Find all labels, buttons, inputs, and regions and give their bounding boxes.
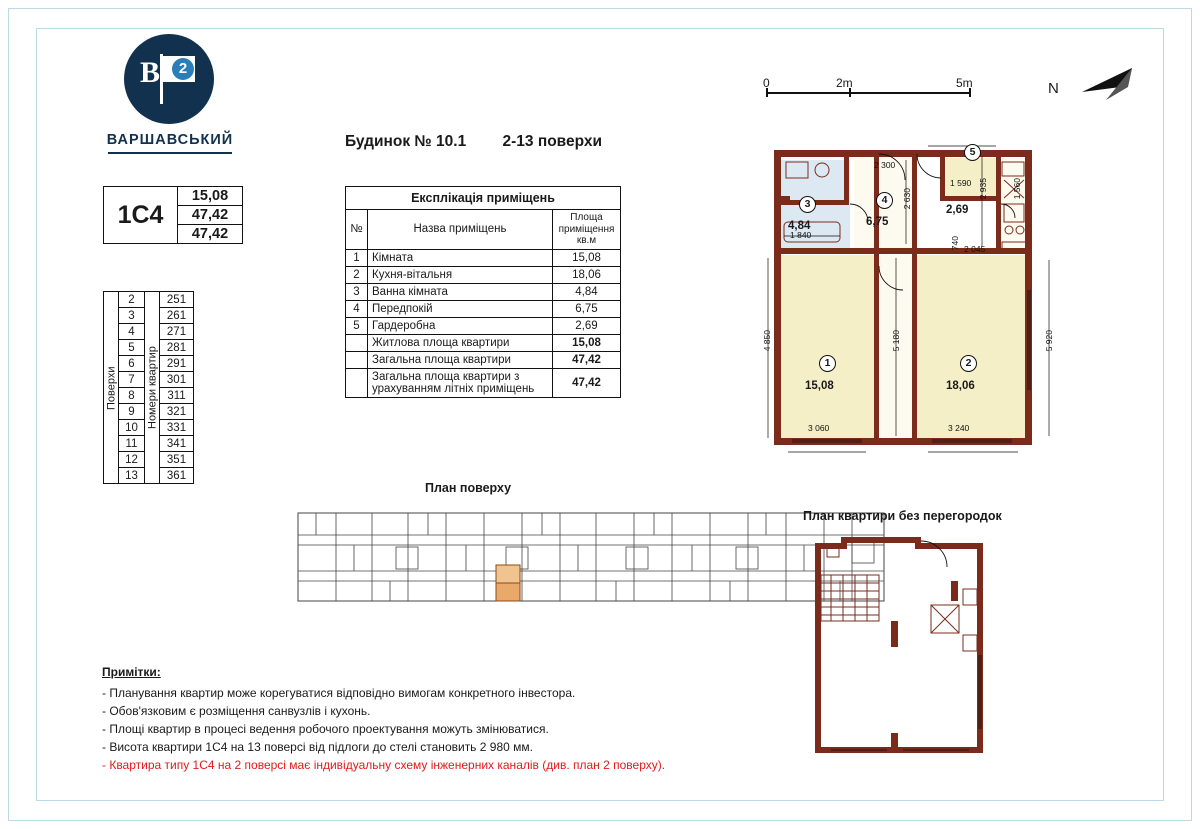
summary-name: Загальна площа квартири з урахуванням літніх приміщень (368, 368, 553, 397)
scale-line (766, 92, 971, 94)
apartment-cell: 331 (160, 420, 194, 436)
logo-letter: В (140, 56, 161, 89)
total-area-value: 47,42 (178, 205, 242, 224)
floors-header: Поверхи (104, 292, 119, 484)
apartment-cell: 321 (160, 404, 194, 420)
floor-cell: 7 (119, 372, 145, 388)
note-item: - Планування квартир може корегуватися відповідно вимогам конкретного інвестора. (102, 686, 576, 700)
summary-name: Житлова площа квартири (368, 334, 553, 351)
room-area: 6,75 (553, 300, 621, 317)
exposition-caption: Експлікація приміщень (346, 187, 621, 210)
floor-plan-drawing (296, 505, 886, 610)
summary-area: 47,42 (553, 351, 621, 368)
house-label: Будинок № 10.1 (345, 133, 467, 150)
summary-area: 15,08 (553, 334, 621, 351)
floor-plan (296, 505, 886, 610)
room-number: 4 (346, 300, 368, 317)
apartment-plan (762, 140, 1066, 470)
apartment-no-partitions-caption: План квартири без перегородок (803, 509, 1002, 523)
room-number: 5 (346, 317, 368, 334)
plan-room-number-5: 5 (964, 144, 981, 161)
table-row-summary (346, 334, 621, 351)
notes-title: Примітки: (102, 665, 161, 679)
exposition-col-area: Площа приміщення кв.м (553, 210, 621, 250)
floor-cell: 6 (119, 356, 145, 372)
dim-wardrobe-height: 1 560 (1012, 178, 1022, 200)
table-row (346, 249, 621, 266)
floor-cell: 2 (119, 292, 145, 308)
apartment-cell: 271 (160, 324, 194, 340)
scale-bar (763, 76, 986, 104)
apartment-cell: 261 (160, 308, 194, 324)
note-warning: - Квартира типу 1С4 на 2 поверсі має індивідуальну схему інженерних каналів (див. план 2 поверху). (102, 758, 666, 772)
plan-room-number-2: 2 (960, 355, 977, 372)
dim-room1-height: 4 850 (762, 330, 772, 352)
apartment-cell: 301 (160, 372, 194, 388)
logo-brand-name: ВАРШАВСЬКИЙ (106, 132, 234, 148)
table-row (346, 300, 621, 317)
room-name: Ванна кімната (368, 283, 553, 300)
room-area: 18,06 (553, 266, 621, 283)
dim-loggia-small: 740 (950, 236, 960, 251)
logo-underline (108, 152, 232, 154)
plan-room-number-4: 4 (876, 192, 893, 209)
brand-logo (96, 34, 244, 158)
north-arrow-icon (1066, 66, 1134, 106)
apartment-cell: 311 (160, 388, 194, 404)
floor-cell: 3 (119, 308, 145, 324)
table-row (346, 266, 621, 283)
scale-label-zero: 0 (763, 76, 770, 90)
plan-room-area-1: 15,08 (805, 380, 834, 392)
floors-apartments-table (103, 291, 194, 484)
room-name: Передпокій (368, 300, 553, 317)
room-number: 2 (346, 266, 368, 283)
north-arrow (1048, 66, 1134, 112)
floor-cell: 5 (119, 340, 145, 356)
apartment-cell: 251 (160, 292, 194, 308)
room-name: Гардеробна (368, 317, 553, 334)
summary-name: Загальна площа квартири (368, 351, 553, 368)
dim-hall-height: 2 935 (978, 178, 988, 200)
floor-cell: 9 (119, 404, 145, 420)
scale-label-end: 5m (956, 76, 973, 90)
apartment-cell: 361 (160, 468, 194, 484)
room-name: Кухня-вітальня (368, 266, 553, 283)
plan-room-number-1: 1 (819, 355, 836, 372)
apartment-cell: 291 (160, 356, 194, 372)
table-row (346, 317, 621, 334)
plan-room-area-2: 18,06 (946, 380, 975, 392)
apartment-type-code: 1С4 (104, 187, 178, 243)
logo-flag-number: 2 (172, 58, 194, 80)
scale-label-mid: 2m (836, 76, 853, 90)
floor-plan-caption: План поверху (425, 481, 512, 495)
dim-corridor-height: 5 180 (891, 330, 901, 352)
floor-cell: 11 (119, 436, 145, 452)
floor-cell: 13 (119, 468, 145, 484)
room-area: 4,84 (553, 283, 621, 300)
summary-area: 47,42 (553, 368, 621, 397)
room-number: 1 (346, 249, 368, 266)
room-number: 3 (346, 283, 368, 300)
note-item: - Обов'язковим є розміщення санвузлів і кухонь. (102, 704, 371, 718)
apartment-cell: 351 (160, 452, 194, 468)
apartment-open-plan-drawing (805, 525, 1005, 765)
dim-hall-inner-height: 2 630 (902, 188, 912, 210)
apartment-open-plan (805, 525, 1005, 765)
exposition-table (345, 186, 621, 398)
floor-cell: 12 (119, 452, 145, 468)
apartment-cell: 281 (160, 340, 194, 356)
room-area: 2,69 (553, 317, 621, 334)
exposition-col-num: № (346, 210, 368, 250)
plan-room-number-3: 3 (799, 196, 816, 213)
dim-room1-width: 3 060 (808, 423, 830, 433)
dim-loggia: 2 045 (964, 244, 986, 254)
plan-room-area-3: 4,84 (788, 220, 811, 232)
table-row (346, 283, 621, 300)
apartment-type-box (103, 186, 243, 244)
floor-cell: 10 (119, 420, 145, 436)
dim-bath-width: 1 840 (790, 230, 812, 240)
page-title (345, 133, 602, 151)
room-name: Кімната (368, 249, 553, 266)
note-item: - Площі квартир в процесі ведення робочого проектування можуть змінюватися. (102, 722, 549, 736)
dim-hall-width: 2 300 (874, 160, 896, 170)
dim-room2-height: 5 920 (1044, 330, 1054, 352)
notes-block (102, 665, 802, 776)
room-area: 15,08 (553, 249, 621, 266)
living-area-value: 15,08 (191, 188, 229, 204)
apartments-header: Номери квартир (145, 292, 160, 484)
total-area-summer-value: 47,42 (178, 224, 242, 243)
floor-cell: 4 (119, 324, 145, 340)
dim-wardrobe-width: 1 590 (950, 178, 972, 188)
north-label: N (1048, 80, 1059, 97)
floors-label: 2-13 поверхи (502, 133, 603, 150)
table-row-summary (346, 368, 621, 397)
note-item: - Висота квартири 1С4 на 13 поверсі від підлоги до стелі становить 2 980 мм. (102, 740, 533, 754)
apartment-cell: 341 (160, 436, 194, 452)
plan-room-area-4: 6,75 (866, 216, 889, 228)
dim-room2-width: 3 240 (948, 423, 970, 433)
exposition-col-name: Назва приміщень (368, 210, 553, 250)
table-row-summary (346, 351, 621, 368)
floor-cell: 8 (119, 388, 145, 404)
plan-room-area-5: 2,69 (946, 204, 969, 216)
